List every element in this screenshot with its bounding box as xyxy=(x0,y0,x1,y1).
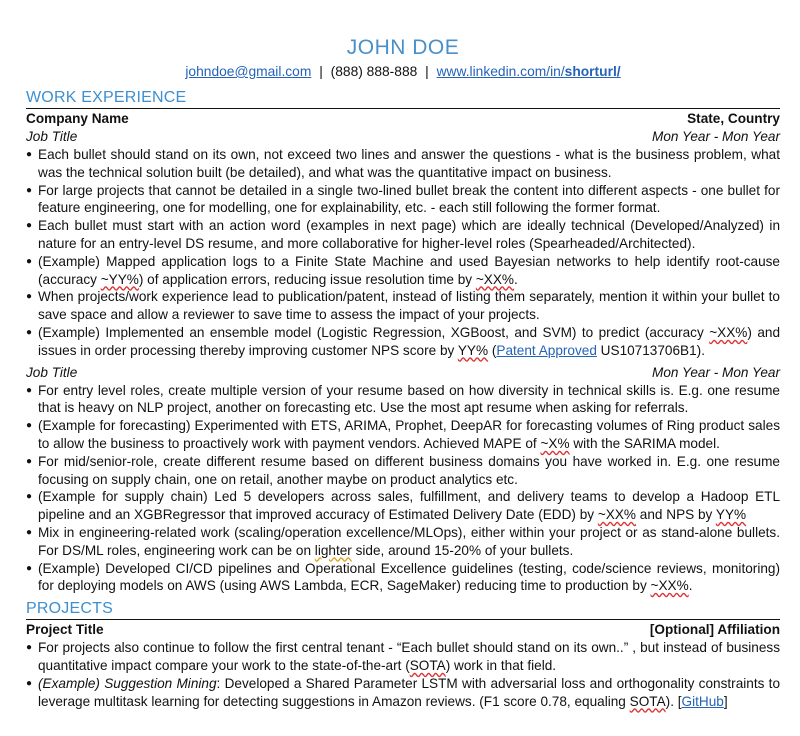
list-item: ● For large projects that cannot be detailed in a single two-lined bullet break the content into different aspects - one bullet for feature engineering, one for modelling, one for explainability, etc. - each still following the former format. xyxy=(26,182,780,218)
list-item: ● For entry level roles, create multiple version of your resume based on how diversity in technical skills is. E.g. one resume that is heavy on NLP project, another on forecasting etc. Use the most apt resume when asking for referrals. xyxy=(26,382,780,418)
job-title: Job Title xyxy=(26,364,78,380)
candidate-name: JOHN DOE xyxy=(346,36,460,59)
list-item: ● Each bullet should stand on its own, not exceed two lines and answer the questions - what is the business problem, what was the technical solution built (be detailed), and what was the quantitative impact on business. xyxy=(26,146,780,182)
email-link[interactable]: johndoe@gmail.com xyxy=(185,64,312,79)
list-item: ● (Example) Implemented an ensemble model (Logistic Regression, XGBoost, and SVM) to predict (accuracy ~XX%) and issues in order processing thereby improving customer NPS score by YY% (Patent Approved US10713706B1). xyxy=(26,324,780,360)
project-title: Project Title xyxy=(26,622,104,638)
flagged-word: lighter xyxy=(314,542,352,558)
job-bullets xyxy=(26,382,780,596)
metric-placeholder: YY% xyxy=(457,342,489,358)
metric-placeholder: ~XX% xyxy=(475,271,515,287)
job-row xyxy=(26,364,780,382)
separator: | xyxy=(425,64,429,79)
company-row xyxy=(26,110,780,128)
list-item: ● (Example) Mapped application logs to a Finite State Machine and used Bayesian networks to help identify root-cause (accuracy ~YY%) of application errors, reducing issue resolution time by ~XX%. xyxy=(26,253,780,289)
linkedin-prefix: www.linkedin.com/in/ xyxy=(436,64,565,79)
project-name: (Example) Suggestion Mining xyxy=(38,675,217,691)
project-affiliation: [Optional] Affiliation xyxy=(649,622,780,638)
job-bullets xyxy=(26,146,780,360)
metric-placeholder: ~XX% xyxy=(650,578,689,594)
list-item: ● When projects/work experience lead to publication/patent, instead of listing them separately, mention it within your bullet to save space and allow a reviewer to save time to assess the impact of your projects. xyxy=(26,288,780,324)
job-dates: Mon Year - Mon Year xyxy=(652,364,780,380)
sota-term: SOTA xyxy=(629,693,666,709)
phone-number: (888) 888-888 xyxy=(330,64,418,79)
list-item: ● Each bullet must start with an action word (examples in next page) which are ideally technical (Developed/Analyzed) in nature for an entry-level DS resume, and more collaborative for higher-level roles (Spearheaded/Architected). xyxy=(26,217,780,253)
project-bullets xyxy=(26,639,780,710)
flagged-quote: For projects also continue to follow the first central tenant - “Each bullet should stand on its own..” xyxy=(38,640,629,656)
job-title: Job Title xyxy=(26,129,78,144)
github-link[interactable]: GitHub xyxy=(681,693,724,709)
metric-placeholder: ~X% xyxy=(540,435,570,451)
linkedin-handle: shorturl/ xyxy=(564,64,621,79)
metric-placeholder: YY% xyxy=(715,507,747,523)
list-item: ● (Example) Developed CI/CD pipelines and Operational Excellence guidelines (testing, code/science reviews, monitoring) for deploying models on AWS (using AWS Lambda, ECR, SageMaker) reducing time to production by ~XX%. xyxy=(26,560,780,596)
linkedin-link[interactable] xyxy=(437,64,621,79)
project-row xyxy=(26,621,780,639)
metric-placeholder: ~XX% xyxy=(709,324,748,340)
section-divider xyxy=(26,108,780,109)
list-item: ● For projects also continue to follow the first central tenant - “Each bullet should stand on its own..” , but instead of business quantitative impact compare your work to the state-of-the-art (SOTA) work in that field. xyxy=(26,639,780,675)
section-divider xyxy=(26,619,780,620)
section-title-work: WORK EXPERIENCE xyxy=(26,89,187,106)
sota-term: SOTA xyxy=(409,657,446,673)
metric-placeholder: ~YY% xyxy=(100,271,139,287)
company-name: Company Name xyxy=(26,111,129,126)
job-row xyxy=(26,128,780,146)
list-item: ● (Example) Suggestion Mining: Developed a Shared Parameter LSTM with adversarial loss and orthogonality constraints to leverage multitask learning for detecting suggestions in Amazon reviews. (F1 score 0.78, equaling SOTA). [GitHub] xyxy=(26,675,780,711)
section-title-projects: PROJECTS xyxy=(26,600,113,618)
list-item: ● For mid/senior-role, create different resume based on different business domains you have worked in. E.g. one resume focusing on supply chain, one on retail, another maybe on product analytics etc. xyxy=(26,453,780,489)
list-item: ● Mix in engineering-related work (scaling/operation excellence/MLOps), either within your project or as stand-alone bullets. For DS/ML roles, engineering work can be on lighter side, around 15-20% of your bullets. xyxy=(26,524,780,560)
metric-placeholder: ~XX% xyxy=(597,507,637,523)
job-dates: Mon Year - Mon Year xyxy=(652,129,780,144)
list-item: ● (Example for forecasting) Experimented with ETS, ARIMA, Prophet, DeepAR for forecasting volumes of Ring product sales to allow the business to proactively work with payment vendors. Achieved MAPE of ~X% with the SARIMA model. xyxy=(26,417,780,453)
company-location: State, Country xyxy=(687,111,780,126)
contact-line xyxy=(26,61,780,82)
patent-link[interactable]: Patent Approved xyxy=(496,342,597,358)
list-item: ● (Example for supply chain) Led 5 developers across sales, fulfillment, and delivery teams to develop a Hadoop ETL pipeline and an XGBRegressor that improved accuracy of Estimated Delivery Date (EDD) by ~XX% and NPS by YY% xyxy=(26,488,780,524)
separator: | xyxy=(319,64,323,79)
